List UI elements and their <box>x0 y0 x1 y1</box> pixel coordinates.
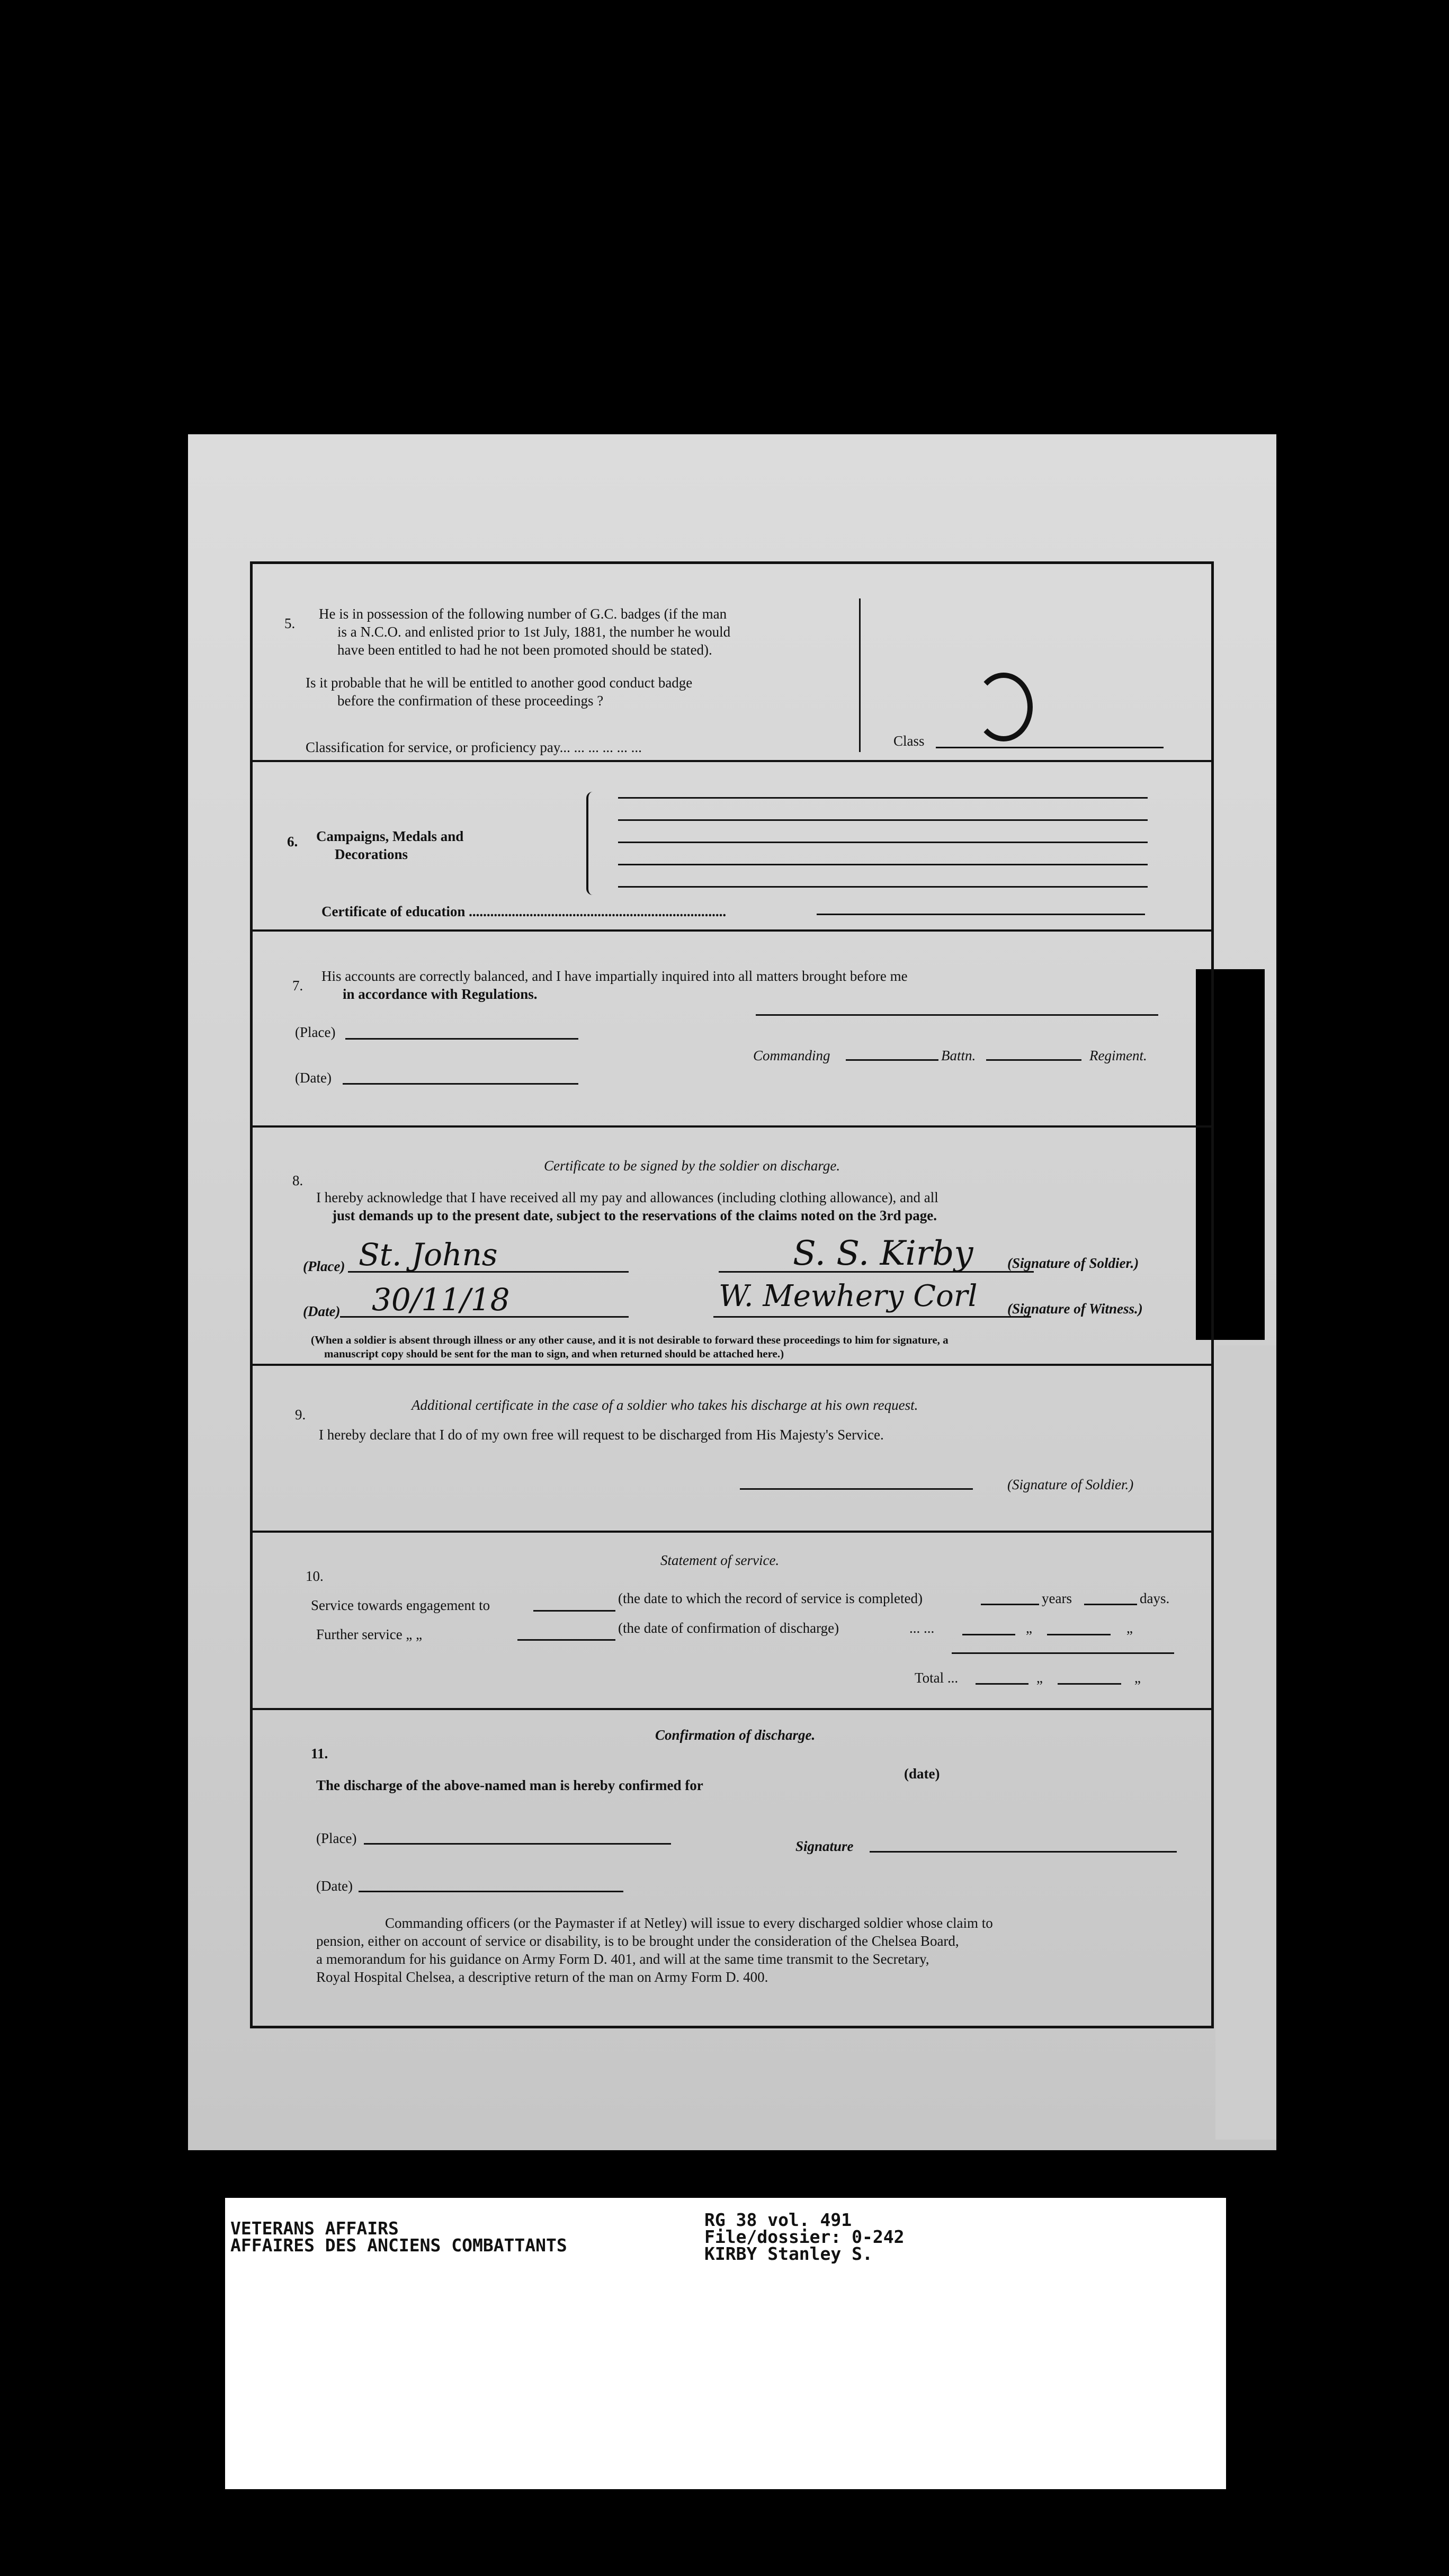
sec11-para: Royal Hospital Chelsea, a descriptive return of the man on Army Form D. 400. <box>316 1969 768 1985</box>
days-line <box>1084 1604 1137 1605</box>
rule <box>618 797 1148 799</box>
section-10 <box>253 1531 1211 1710</box>
soldier-signature: S. S. Kirby <box>793 1234 973 1273</box>
brace <box>586 792 595 895</box>
witness-signature: W. Mewhery Corl <box>719 1279 978 1313</box>
sec5-line: He is in possession of the following number of G.C. badges (if the man <box>319 606 727 622</box>
place-label: (Place) <box>303 1258 345 1274</box>
discharge-form <box>250 561 1214 2028</box>
section-5 <box>253 564 1211 762</box>
total-label: Total ... <box>915 1670 959 1686</box>
days-label: days. <box>1140 1590 1170 1606</box>
section-number: 11. <box>311 1746 328 1761</box>
soldier-name: KIRBY Stanley S. <box>704 2243 873 2264</box>
sec10-line: (the date of confirmation of discharge) <box>618 1620 839 1636</box>
classification-label: Classification for service, or proficiency pay... ... ... ... ... ... <box>306 739 642 755</box>
dots: ... ... <box>909 1620 935 1636</box>
sec5-line: Is it probable that he will be entitled to another good conduct badge <box>306 675 693 691</box>
place-line <box>348 1271 629 1273</box>
date-line <box>359 1891 623 1892</box>
fill-line <box>517 1639 615 1641</box>
fill-line <box>533 1610 615 1612</box>
page-edge <box>1215 1345 1276 2140</box>
section-11 <box>253 1708 1211 2026</box>
section-6 <box>253 760 1211 932</box>
place-line <box>364 1843 671 1845</box>
place-line <box>345 1038 578 1040</box>
sec11-heading: Confirmation of discharge. <box>655 1727 816 1743</box>
ditto-mark: „ <box>1036 1670 1043 1686</box>
date-label: (Date) <box>295 1070 332 1086</box>
sec9-sig-label: (Signature of Soldier.) <box>1007 1477 1134 1492</box>
sec6-title: Campaigns, Medals and <box>316 828 464 844</box>
date-handwriting: 30/11/18 <box>372 1282 510 1318</box>
sec9-line: I hereby declare that I do of my own free will request to be discharged from His Majesty's Service. <box>319 1427 884 1443</box>
fill-line <box>1058 1683 1121 1685</box>
witness-sig-line <box>713 1316 1031 1318</box>
sec5-line: before the confirmation of these proceedings ? <box>337 693 604 709</box>
signature-label: Signature <box>795 1838 854 1854</box>
brace <box>854 598 861 752</box>
date-label: (Date) <box>316 1878 353 1894</box>
date-line <box>340 1316 629 1318</box>
department-french: AFFAIRES DES ANCIENS COMBATTANTS <box>230 2235 567 2256</box>
rule <box>618 819 1148 821</box>
section-8 <box>253 1125 1211 1366</box>
file-number: File/dossier: 0-242 <box>704 2226 905 2247</box>
sec8-line: I hereby acknowledge that I have received all my pay and allowances (including clothing allowance), and all <box>316 1189 938 1205</box>
sec7-line: His accounts are correctly balanced, and I have impartially inquired into all matters brought before me <box>321 968 908 984</box>
sec10-line: Service towards engagement to <box>311 1597 490 1613</box>
battn-label: Battn. <box>941 1048 976 1063</box>
date-label: (Date) <box>303 1303 341 1319</box>
archive-label <box>225 2198 1226 2489</box>
rule <box>618 886 1148 888</box>
signature-line <box>870 1851 1177 1853</box>
place-handwriting: St. Johns <box>359 1237 498 1273</box>
section-number: 6. <box>287 834 298 849</box>
section-number: 7. <box>292 978 303 994</box>
sec5-line: have been entitled to had he not been promoted should be stated). <box>337 642 712 658</box>
sec11-para: pension, either on account of service or disability, is to be brought under the consideration of the Chelsea Board, <box>316 1933 959 1949</box>
education-line <box>817 914 1145 915</box>
sec10-line: Further service „ „ <box>316 1626 423 1642</box>
sec11-para: Commanding officers (or the Paymaster if at Netley) will issue to every discharged soldier whose claim to <box>385 1915 993 1931</box>
fill-line <box>1047 1634 1111 1635</box>
section-9 <box>253 1364 1211 1533</box>
place-label: (Place) <box>295 1024 336 1040</box>
battn-line <box>846 1059 938 1061</box>
sec11-para: a memorandum for his guidance on Army Form D. 401, and will at the same time transmit to the Secretary, <box>316 1951 929 1967</box>
sec8-heading: Certificate to be signed by the soldier on discharge. <box>544 1158 840 1174</box>
sec11-line: The discharge of the above-named man is hereby confirmed for <box>316 1777 703 1793</box>
total-rule <box>952 1652 1174 1654</box>
place-label: (Place) <box>316 1830 357 1846</box>
ditto-mark: „ <box>1026 1620 1032 1636</box>
section-7 <box>253 929 1211 1128</box>
ditto-mark: „ <box>1126 1620 1133 1636</box>
sec9-sig-line <box>740 1488 973 1490</box>
sec6-title: Decorations <box>335 846 408 862</box>
sec7-line: in accordance with Regulations. <box>343 986 538 1002</box>
date-line <box>343 1083 578 1085</box>
department-english: VETERANS AFFAIRS <box>230 2218 399 2239</box>
commanding-label: Commanding <box>753 1048 830 1063</box>
record-group: RG 38 vol. 491 <box>704 2210 852 2230</box>
sec10-line: (the date to which the record of service is completed) <box>618 1590 923 1606</box>
section-number: 5. <box>284 615 296 631</box>
class-label: Class <box>893 733 925 749</box>
section-number: 10. <box>306 1568 324 1584</box>
soldier-sig-label: (Signature of Soldier.) <box>1007 1255 1139 1271</box>
sec8-note: manuscript copy should be sent for the man to sign, and when returned should be attached here.) <box>324 1347 784 1360</box>
regiment-label: Regiment. <box>1089 1048 1147 1063</box>
section-number: 8. <box>292 1173 303 1188</box>
years-line <box>981 1604 1039 1605</box>
sec5-line: is a N.C.O. and enlisted prior to 1st July, 1881, the number he would <box>337 624 731 640</box>
rule <box>618 864 1148 865</box>
years-label: years <box>1042 1590 1072 1606</box>
class-line <box>936 747 1164 748</box>
ink-stamp <box>974 673 1033 741</box>
sec8-line: just demands up to the present date, subject to the reservations of the claims noted on the 3rd page. <box>332 1208 937 1223</box>
commanding-line <box>756 1014 1158 1016</box>
witness-sig-label: (Signature of Witness.) <box>1007 1301 1143 1317</box>
section-number: 9. <box>295 1407 306 1423</box>
fill-line <box>962 1634 1015 1635</box>
soldier-sig-line <box>719 1271 1034 1273</box>
ditto-mark: „ <box>1134 1670 1141 1686</box>
education-label: Certificate of education ........................................................................ <box>321 904 727 919</box>
regiment-line <box>986 1059 1081 1061</box>
fill-line <box>976 1683 1028 1685</box>
sec9-heading: Additional certificate in the case of a soldier who takes his discharge at his own request. <box>412 1397 918 1413</box>
date-word: (date) <box>904 1766 940 1782</box>
sec10-heading: Statement of service. <box>660 1552 780 1568</box>
sec8-note: (When a soldier is absent through illness or any other cause, and it is not desirable to forward these proceedings to him for signature, a <box>311 1334 949 1346</box>
rule <box>618 842 1148 843</box>
